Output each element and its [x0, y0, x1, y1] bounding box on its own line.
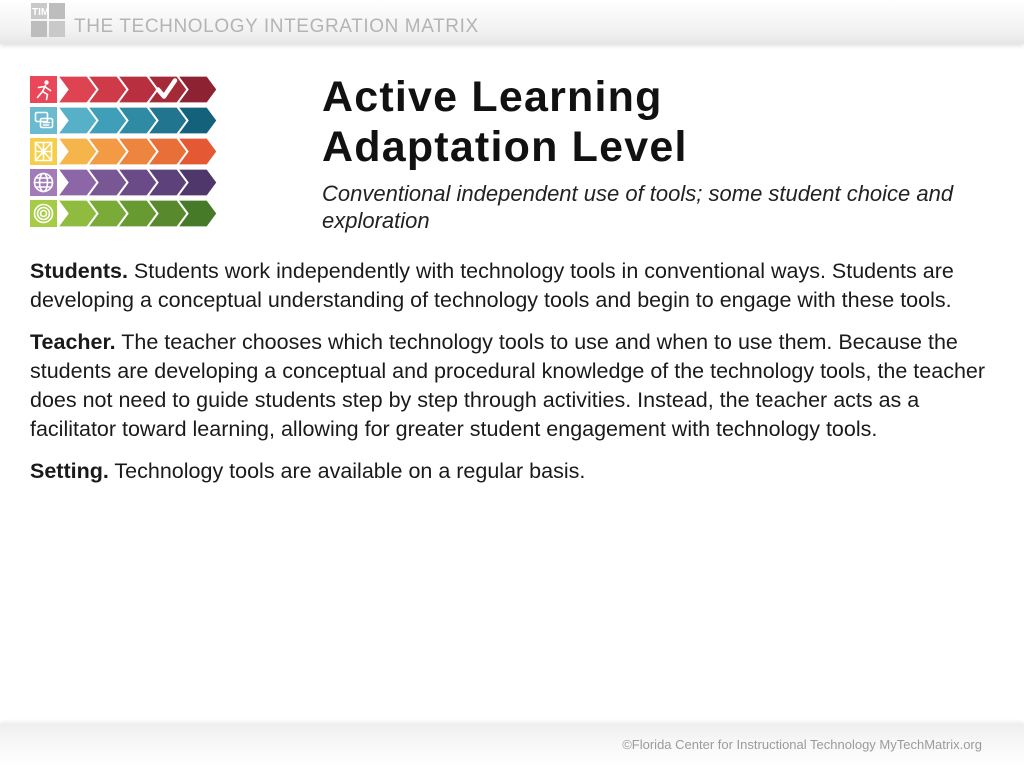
copyright-text: ©Florida Center for Instructional Technology MyTechMatrix.org: [622, 737, 982, 752]
teacher-text: The teacher chooses which technology tools to use and when to use them. Because the students are developing a conceptual and procedural knowledge of the technology tools, the teacher does not need to guide students step by step through activities. Instead, the teacher acts as a facilitator toward learning, allowing for greater student engagement with technology tools.: [30, 330, 986, 441]
matrix-row-goal-directed: [30, 200, 217, 227]
teacher-label: Teacher.: [30, 330, 116, 354]
description-content: [30, 257, 1000, 499]
svg-text:TIM: TIM: [32, 7, 50, 18]
tim-logo-icon: [31, 3, 67, 39]
matrix-row-authentic: [30, 169, 217, 196]
slide-title: [322, 72, 688, 172]
matrix-row-constructive: [30, 138, 217, 165]
setting-paragraph: [30, 457, 1000, 486]
slide-subtitle: Conventional independent use of tools; some student choice and exploration: [322, 181, 954, 233]
footer-bar: [0, 724, 1024, 768]
tim-matrix-graphic: [30, 76, 260, 237]
setting-label: Setting.: [30, 459, 109, 483]
header-title: THE TECHNOLOGY INTEGRATION MATRIX: [74, 16, 479, 37]
slide-title-line2: Adaptation Level: [322, 123, 688, 171]
header-bar: [0, 0, 1024, 44]
matrix-row-collaborative: [30, 107, 217, 134]
students-label: Students.: [30, 259, 128, 283]
building-frame-icon: [36, 143, 52, 161]
teacher-paragraph: [30, 328, 1000, 444]
students-paragraph: [30, 257, 1000, 315]
students-text: Students work independently with technology tools in conventional ways. Students are developing a conceptual understanding of technology tools and begin to engage with these tools.: [30, 259, 954, 312]
slide-title-line1: Active Learning: [322, 73, 663, 121]
matrix-row-active: [30, 76, 217, 103]
setting-text: Technology tools are available on a regular basis.: [108, 459, 586, 483]
